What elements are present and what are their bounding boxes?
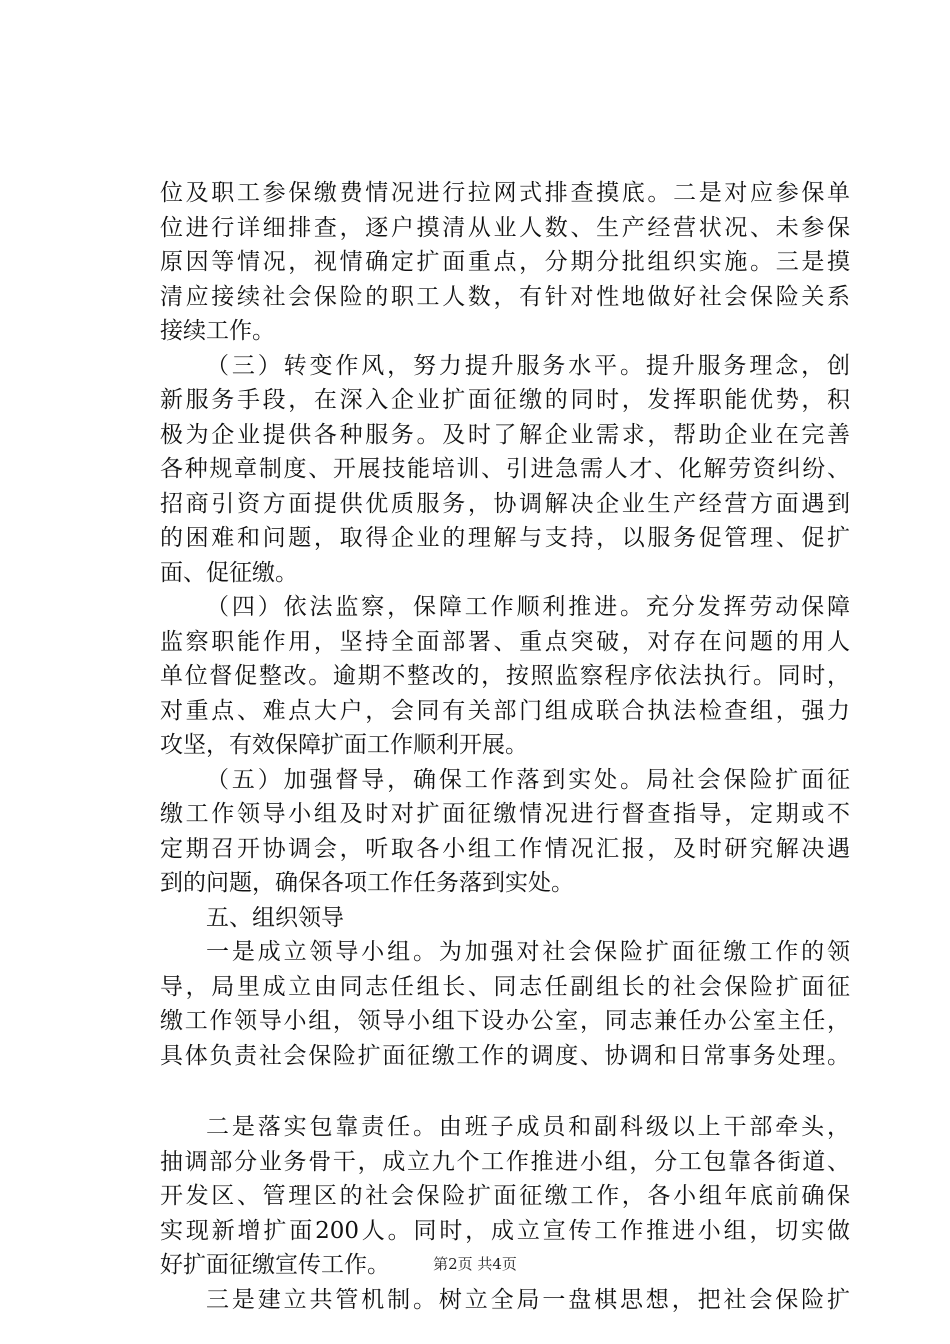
text-line: 好扩面征缴宣传工作。 <box>160 1252 390 1278</box>
text-line: 一是成立领导小组。为加强对社会保险扩面征缴工作的领 <box>206 939 850 965</box>
section-4-heading-line: （四）依法监察，保障工作顺利推进。充分发挥劳动保障 <box>206 594 850 620</box>
text-line: 监察职能作用，坚持全面部署、重点突破，对存在问题的用人 <box>160 628 850 655</box>
paragraph-gap <box>160 1073 850 1110</box>
text-line: 原因等情况，视情确定扩面重点，分期分批组织实施。三是摸 <box>160 249 850 275</box>
text-line: 的困难和问题，取得企业的理解与支持，以服务促管理、促扩 <box>160 525 850 551</box>
text-line: 极为企业提供各种服务。及时了解企业需求，帮助企业在完善 <box>160 421 850 448</box>
text-line: 二是落实包靠责任。由班子成员和副科级以上干部牵头， <box>206 1114 850 1140</box>
section-heading-organization: 五、组织领导 <box>206 904 344 931</box>
text-line: 位及职工参保缴费情况进行拉网式排查摸底。二是对应参保单 <box>160 180 850 206</box>
text-line: 接续工作。 <box>160 318 275 344</box>
text-line: 到的问题，确保各项工作任务落到实处。 <box>160 870 574 896</box>
section-5-heading-line: （五）加强督导，确保工作落到实处。局社会保险扩面征 <box>206 766 850 793</box>
text-line: 清应接续社会保险的职工人数，有针对性地做好社会保险关系 <box>160 283 850 310</box>
page-number-footer: 第2页 共4页 <box>433 1255 517 1273</box>
text-line: 导，局里成立由同志任组长、同志任副组长的社会保险扩面征 <box>160 973 850 1000</box>
text-line: 实现新增扩面200人。同时，成立宣传工作推进小组，切实做 <box>160 1217 850 1244</box>
text-line: 三是建立共管机制。树立全局一盘棋思想，把社会保险扩 <box>206 1286 850 1313</box>
text-line: 各种规章制度、开展技能培训、引进急需人才、化解劳资纠纷、 <box>160 456 850 482</box>
section-3-heading-line: （三）转变作风，努力提升服务水平。提升服务理念，创 <box>206 352 850 379</box>
text-line: 单位督促整改。逾期不整改的，按照监察程序依法执行。同时， <box>160 663 850 689</box>
text-line: 招商引资方面提供优质服务，协调解决企业生产经营方面遇到 <box>160 490 850 517</box>
text-line: 缴工作领导小组，领导小组下设办公室，同志兼任办公室主任， <box>160 1008 850 1034</box>
text-line: 攻坚，有效保障扩面工作顺利开展。 <box>160 732 528 758</box>
text-line: 开发区、管理区的社会保险扩面征缴工作，各小组年底前确保 <box>160 1183 850 1209</box>
text-line: 具体负责社会保险扩面征缴工作的调度、协调和日常事务处理。 <box>160 1042 850 1069</box>
text-line: 面、促征缴。 <box>160 559 298 586</box>
text-line: 对重点、难点大户，会同有关部门组成联合执法检查组，强力 <box>160 697 850 724</box>
text-line: 位进行详细排查，逐户摸清从业人数、生产经营状况、未参保 <box>160 214 850 241</box>
text-line: 缴工作领导小组及时对扩面征缴情况进行督查指导，定期或不 <box>160 801 850 827</box>
text-line: 定期召开协调会，听取各小组工作情况汇报，及时研究解决遇 <box>160 835 850 862</box>
document-body <box>160 176 850 1317</box>
text-line: 抽调部分业务骨干，成立九个工作推进小组，分工包靠各街道、 <box>160 1148 850 1175</box>
text-line: 新服务手段，在深入企业扩面征缴的同时，发挥职能优势，积 <box>160 387 850 413</box>
